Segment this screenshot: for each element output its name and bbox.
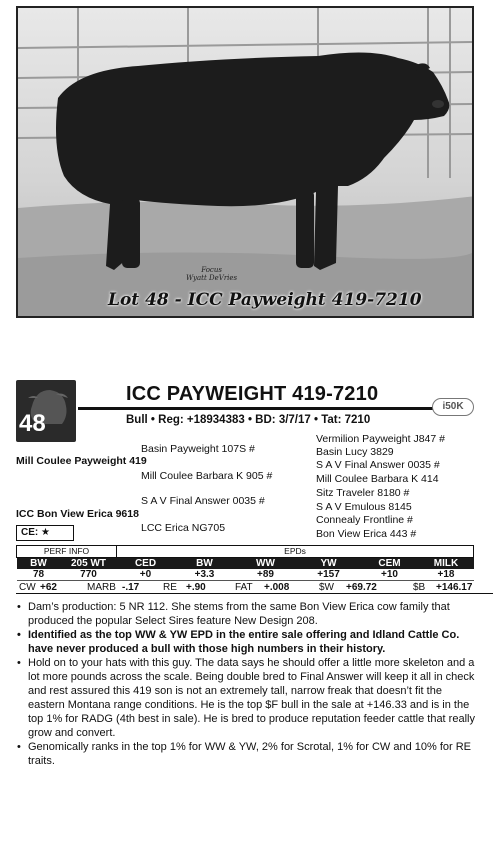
epd-value: +10 xyxy=(361,569,419,581)
pedigree-dam: ICC Bon View Erica 9618 xyxy=(16,508,139,520)
epd-value: +0 xyxy=(117,569,175,581)
epd-group-header xyxy=(17,546,474,558)
col-header: MILK xyxy=(419,558,474,570)
bull-photo xyxy=(16,6,474,318)
epd-table xyxy=(16,545,474,581)
note-item: • Hold on to your hats with this guy. The data says he should offer a little more skeleton and a lot more pounds across the scale. Being double bred to Final Answer will keep it all in check and rest assured this 419 son is not an extremely tall, narrow freak that doesn’t fit the eastern Montana range conditions. He is the top $F bull in the sale at +146.33 and is in the top 1% for RADG (4th best in sale). He is bred to produce reputation feeder cattle that really grow and convert. xyxy=(16,656,476,740)
epd-values-row xyxy=(17,569,474,581)
epd-label: RE xyxy=(160,582,186,594)
epd-value: +146.17 xyxy=(436,582,493,594)
pedigree-sire-dam: Mill Coulee Barbara K 905 # xyxy=(141,470,273,482)
carcass-epd-table xyxy=(16,582,493,594)
epd-value: +69.72 xyxy=(346,582,410,594)
photo-caption: Lot 48 - ICC Payweight 419-7210 xyxy=(108,290,422,310)
epd-label: $B xyxy=(410,582,436,594)
epd-value: +3.3 xyxy=(175,569,235,581)
epd-value: +18 xyxy=(419,569,474,581)
epd-value: +89 xyxy=(235,569,297,581)
note-item: • Identified as the top WW & YW EPD in the entire sale offering and Idland Cattle Co. have never produced a bull with those high numbers in their history. xyxy=(16,628,476,656)
pedigree-ggp-5: Sitz Traveler 8180 # xyxy=(316,487,410,499)
note-item: • Genomically ranks in the top 1% for WW & YW, 2% for Scrotal, 1% for CW and 10% for RE traits. xyxy=(16,740,476,768)
col-header: WW xyxy=(235,558,297,570)
pedigree-sire: Mill Coulee Payweight 419 xyxy=(16,455,147,467)
pedigree-dam-sire: S A V Final Answer 0035 # xyxy=(141,495,265,507)
epd-label: $W xyxy=(316,582,346,594)
registration-line: Bull • Reg: +18934383 • BD: 3/7/17 • Tat: 7210 xyxy=(126,414,371,426)
pedigree-ggp-4: Mill Coulee Barbara K 414 xyxy=(316,473,439,485)
col-header: CEM xyxy=(361,558,419,570)
col-header: CED xyxy=(117,558,175,570)
col-header: BW xyxy=(17,558,61,570)
col-header: 205 WT xyxy=(61,558,117,570)
pedigree-sire-sire: Basin Payweight 107S # xyxy=(141,443,255,455)
epd-value: 770 xyxy=(61,569,117,581)
lot-badge xyxy=(16,380,76,442)
lot-number: 48 xyxy=(19,410,46,437)
epds-header: EPDs xyxy=(117,546,474,558)
note-item: • Dam’s production: 5 NR 112. She stems from the same Bon View Erica cow family that produced the popular Select Sires feature New Design 208. xyxy=(16,600,476,628)
epd-value: 78 xyxy=(17,569,61,581)
pedigree-ggp-2: Basin Lucy 3829 xyxy=(316,446,394,458)
photo-credit-line1: Focus xyxy=(201,266,222,274)
epd-label: CW xyxy=(16,582,40,594)
genomic-badge: i50K xyxy=(432,398,474,416)
pedigree-ggp-3: S A V Final Answer 0035 # xyxy=(316,459,440,471)
epd-label: FAT xyxy=(232,582,264,594)
pedigree-ggp-1: Vermilion Payweight J847 # xyxy=(316,433,445,445)
pedigree-ggp-6: S A V Emulous 8145 xyxy=(316,501,412,513)
epd-value: +.008 xyxy=(264,582,316,594)
photo-credit xyxy=(186,266,237,282)
epd-column-header xyxy=(17,558,474,570)
epd-value: +.90 xyxy=(186,582,232,594)
pedigree-ggp-7: Connealy Frontline # xyxy=(316,514,413,526)
photo-credit-line2: Wyatt DeVries xyxy=(186,274,238,282)
pedigree-ggp-8: Bon View Erica 443 # xyxy=(316,528,417,540)
title-divider xyxy=(78,407,433,410)
epd-value: +62 xyxy=(40,582,84,594)
col-header: BW xyxy=(175,558,235,570)
col-header: YW xyxy=(297,558,361,570)
epd-value: +157 xyxy=(297,569,361,581)
lot-notes xyxy=(16,600,476,768)
perf-info-header: PERF INFO xyxy=(17,546,117,558)
bull-photo-image xyxy=(18,8,474,318)
calving-ease-box: CE: ★ xyxy=(16,525,74,541)
pedigree-dam-dam: LCC Erica NG705 xyxy=(141,522,226,534)
epd-label: MARB xyxy=(84,582,122,594)
carcass-epd-row xyxy=(16,582,493,594)
epd-value: -.17 xyxy=(122,582,160,594)
animal-title: ICC PAYWEIGHT 419-7210 xyxy=(126,383,379,405)
